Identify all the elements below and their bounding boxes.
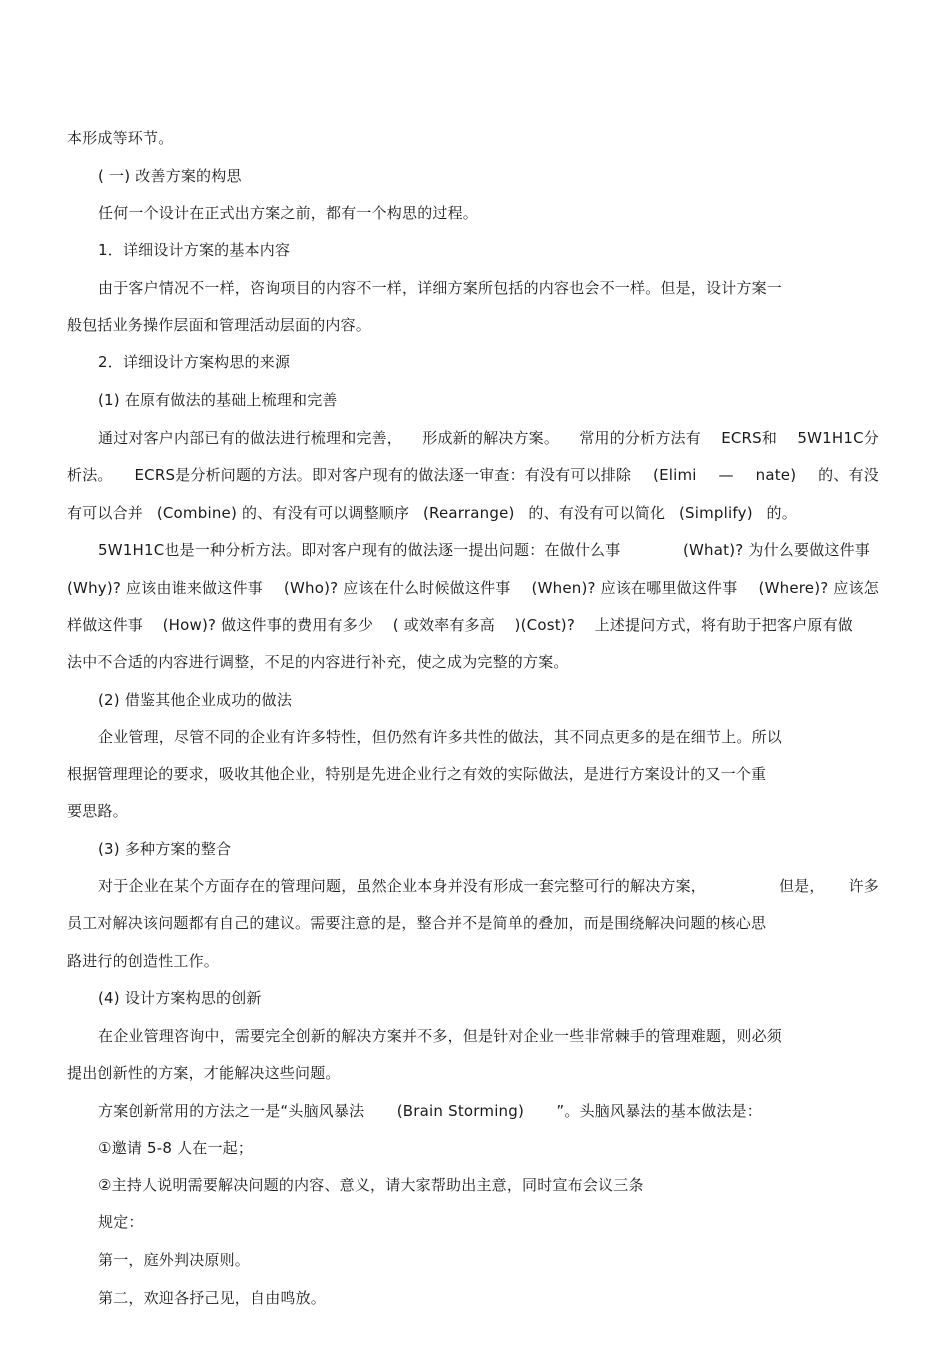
paragraph-line: 任何一个设计在正式出方案之前，都有一个构思的过程。 (98, 204, 479, 222)
text-segment: ( 或效率有多高 (392, 616, 495, 634)
paragraph-line: 根据管理理论的要求，吸收其他企业，特别是先进企业行之有效的实际做法，是进行方案设计的又一个重 (67, 765, 767, 783)
item-heading: (2) 借鉴其他企业成功的做法 (98, 691, 293, 709)
text-segment: (Rearrange) (422, 504, 515, 522)
text-segment: — (718, 466, 734, 484)
paragraph-line (67, 615, 853, 635)
text-segment: (How)? 做这件事的费用有多少 (162, 616, 374, 634)
paragraph-line: 企业管理，尽管不同的企业有许多特性，但仍然有许多共性的做法，其不同点更多的是在细节上。所以 (98, 728, 783, 746)
item-heading: (4) 设计方案构思的创新 (98, 989, 262, 1007)
text-segment: (Elimi (653, 466, 697, 484)
list-item: ①邀请 5-8 人在一起； (98, 1139, 254, 1157)
list-item: 第二，欢迎各抒己见，自由鸣放。 (98, 1289, 327, 1307)
paragraph-line: 本形成等环节。 (67, 129, 174, 147)
paragraph-line (67, 465, 879, 485)
section-heading: ( 一) 改善方案的构思 (98, 167, 242, 185)
text-segment: 的、有没 (818, 466, 879, 484)
text-segment: 析法。 (67, 466, 113, 484)
paragraph-line (98, 1101, 762, 1121)
text-segment: 的。 (766, 504, 797, 522)
paragraph-line: 规定： (98, 1213, 144, 1231)
list-item: ②主持人说明需要解决问题的内容、意义，请大家帮助出主意，同时宣布会议三条 (98, 1176, 644, 1194)
paragraph-line: 提出创新性的方案，才能解决这些问题。 (67, 1064, 341, 1082)
paragraph-line: 在企业管理咨询中，需要完全创新的解决方案并不多，但是针对企业一些非常棘手的管理难题，则必须 (98, 1027, 783, 1045)
paragraph-line: 法中不合适的内容进行调整，不足的内容进行补充，使之成为完整的方案。 (67, 653, 569, 671)
text-segment: (When)? 应该在哪里做这件事 (531, 579, 738, 597)
text-segment: 有可以合并 (67, 504, 144, 522)
text-segment: nate) (755, 466, 797, 484)
text-segment: 许多 (848, 877, 879, 895)
subsection-heading: 2．详细设计方案构思的来源 (98, 353, 291, 371)
text-segment: (Who)? 应该在什么时候做这件事 (283, 579, 511, 597)
item-heading: (3) 多种方案的整合 (98, 840, 232, 858)
paragraph-line (98, 876, 879, 896)
text-segment: 方案创新常用的方法之一是“头脑风暴法 (98, 1102, 365, 1120)
text-segment: 样做这件事 (67, 616, 144, 634)
subsection-heading: 1．详细设计方案的基本内容 (98, 241, 291, 259)
text-segment: (Why)? 应该由谁来做这件事 (67, 579, 263, 597)
text-segment: (Brain Storming) (396, 1102, 525, 1120)
text-segment: 5W1H1C也是一种分析方法。即对客户现有的做法逐一提出问题：在做什么事 (98, 541, 621, 559)
text-segment: 对于企业在某个方面存在的管理问题，虽然企业本身并没有形成一套完整可行的解决方案， (98, 877, 707, 895)
text-segment: 的、有没有可以简化 (528, 504, 666, 522)
list-item: 第一，庭外判决原则。 (98, 1251, 251, 1269)
paragraph-line: 路进行的创造性工作。 (67, 952, 220, 970)
paragraph-line (98, 540, 870, 560)
text-segment: 上述提问方式，将有助于把客户原有做 (594, 616, 853, 634)
paragraph-line: 由于客户情况不一样，咨询项目的内容不一样，详细方案所包括的内容也会不一样。但是，设计方案一 (98, 279, 783, 297)
text-segment: (Combine) 的、有没有可以调整顺序 (156, 504, 410, 522)
text-segment: 通过对客户内部已有的做法进行梳理和完善， (98, 429, 403, 447)
text-segment: 形成新的解决方案。 (422, 429, 560, 447)
text-segment: ”。头脑风暴法的基本做法是： (556, 1102, 762, 1120)
paragraph-line (98, 428, 879, 448)
text-segment: ECRS和 (721, 429, 778, 447)
text-segment: (What)? 为什么要做这件事 (682, 541, 870, 559)
text-segment: 但是， (778, 877, 825, 895)
item-heading: (1) 在原有做法的基础上梳理和完善 (98, 391, 338, 409)
text-segment: 常用的分析方法有 (579, 429, 701, 447)
paragraph-line: 般包括业务操作层面和管理活动层面的内容。 (67, 316, 372, 334)
text-segment: (Simplify) (678, 504, 753, 522)
text-segment: ECRS是分析问题的方法。即对客户现有的做法逐一审查：有没有可以排除 (134, 466, 632, 484)
paragraph-line: 要思路。 (67, 802, 128, 820)
text-segment: )(Cost)? (514, 616, 576, 634)
paragraph-line (67, 503, 797, 523)
text-segment: (Where)? 应该怎 (758, 579, 879, 597)
text-segment: 5W1H1C分 (797, 429, 879, 447)
paragraph-line (67, 578, 879, 598)
paragraph-line: 员工对解决该问题都有自己的建议。需要注意的是，整合并不是简单的叠加，而是围绕解决问题的核心思 (67, 914, 767, 932)
